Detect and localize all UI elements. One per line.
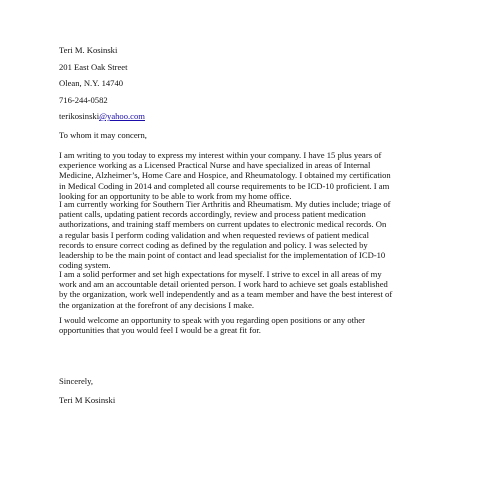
paragraph-line: by the organization, work well independently and as a team member and have the best interest of	[59, 289, 393, 300]
paragraph-line: opportunities that you would feel I would be a great fit for.	[59, 325, 261, 336]
paragraph-line: I am currently working for Southern Tier Arthritis and Rheumatism. My duties include; triage of	[59, 199, 391, 209]
paragraph-line: a regular basis I perform coding validation and when requested reviews of patient medical	[59, 229, 369, 240]
paragraph-line: in Medical Coding in 2014 and completed all course requirements to be ICD-10 proficient. I am	[59, 180, 390, 191]
paragraph-line: I would welcome an opportunity to speak with you regarding open positions or any other	[59, 315, 365, 325]
paragraph-line: patient calls, updating patient records accordingly, review and process patient medication	[59, 209, 366, 220]
paragraph-line: I am writing to you today to express my interest within your company. I have 15 plus years of	[59, 150, 382, 160]
paragraph-line: the organization at the forefront of any decisions I make.	[59, 299, 255, 310]
sender-city-state-zip: Olean, N.Y. 14740	[59, 78, 124, 88]
salutation: To whom it may concern,	[59, 130, 147, 140]
paragraph-line: coding system.	[59, 260, 111, 271]
sender-name: Teri M. Kosinski	[59, 45, 118, 55]
sender-email	[59, 108, 145, 125]
body-paragraph	[59, 199, 441, 270]
body-paragraph	[59, 315, 441, 335]
sender-address-block	[59, 42, 145, 125]
closing: Sincerely,	[59, 376, 94, 386]
sender-street: 201 East Oak Street	[59, 61, 128, 72]
signature-name: Teri M Kosinski	[59, 395, 116, 405]
paragraph-line: work and am an accountable detail oriented person. I work hard to achieve set goals established	[59, 279, 388, 290]
paragraph-line: I am a solid performer and set high expectations for myself. I strive to excel in all areas of my	[59, 269, 382, 279]
body-paragraph	[59, 269, 441, 310]
paragraph-line: authorizations, and training staff members on current updates to electronic medical records. On	[59, 219, 387, 230]
paragraph-line: records to ensure correct coding as defined by the regulation and policy. I was selected by	[59, 239, 368, 250]
sender-phone: 716-244-0582	[59, 94, 108, 105]
paragraph-line: Medicine, Alzheimer’s, Home Care and Hospice, and Rheumatology. I obtained my certification	[59, 170, 391, 181]
paragraph-line: leadership to be the main point of contact and lead specialist for the implementation of ICD-10	[59, 250, 386, 261]
sender-email-link[interactable]: @yahoo.com	[99, 111, 145, 121]
sender-email-user: terikosinski	[59, 111, 100, 121]
paragraph-line: experience working as a Licensed Practical Nurse and have specialized in areas of Internal	[59, 160, 371, 171]
paragraph-line: looking for an opportunity to be able to work from my home office.	[59, 190, 292, 201]
body-paragraph	[59, 150, 441, 201]
